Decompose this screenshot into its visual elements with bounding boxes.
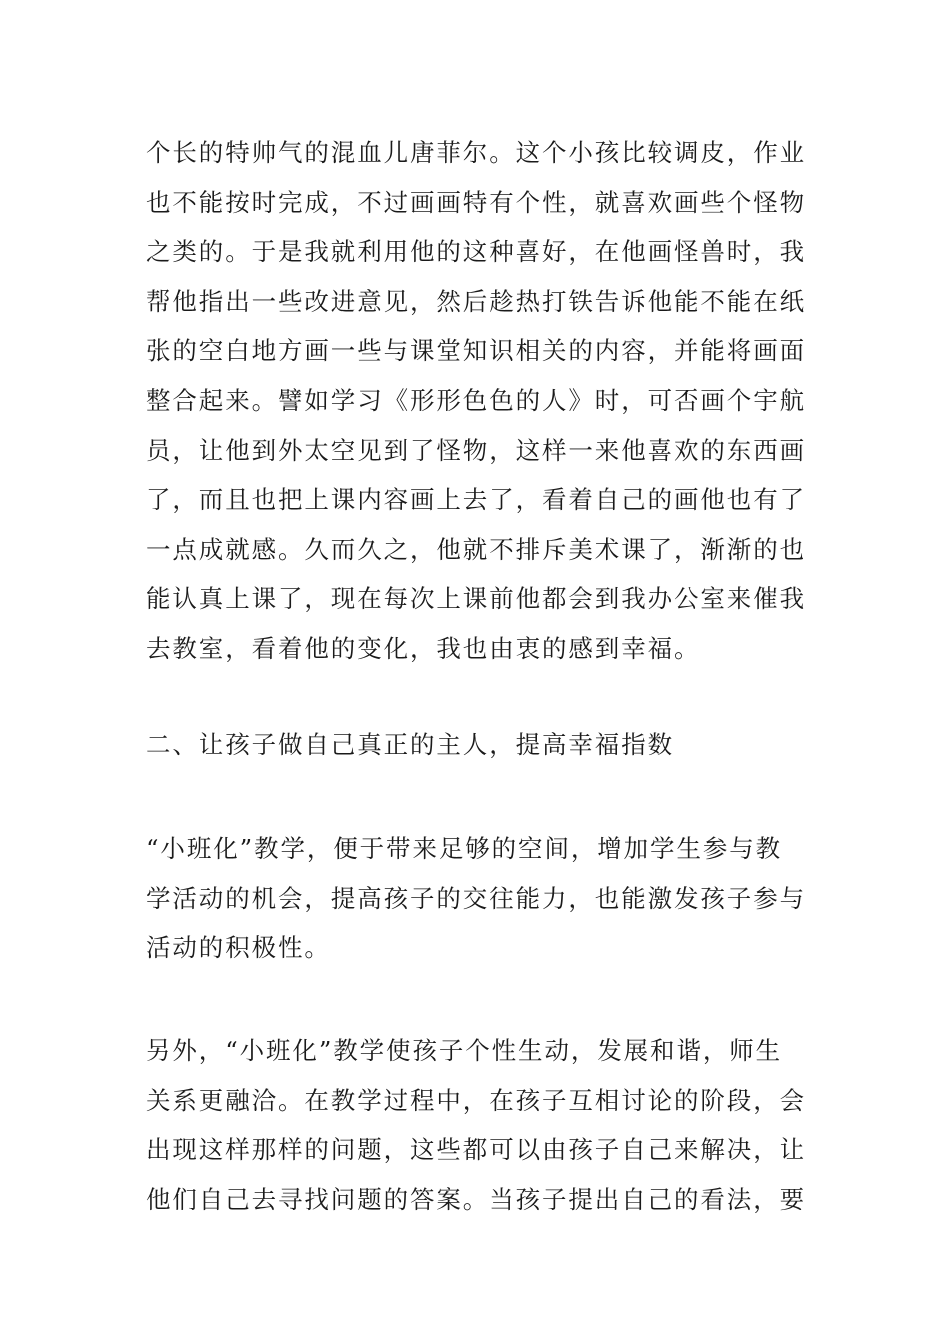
text-line: 张的空白地方画一些与课堂知识相关的内容，并能将画面	[146, 336, 806, 366]
text-line: 他们自己去寻找问题的答案。当孩子提出自己的看法，要	[146, 1184, 806, 1214]
heading-text: 二、让孩子做自己真正的主人，提高幸福指数	[146, 730, 674, 759]
paragraph-1	[146, 128, 814, 674]
text-line: “小班化”教学，便于带来足够的空间，增加学生参与教	[146, 834, 783, 863]
paragraph-3	[146, 1026, 814, 1224]
text-line: 员，让他到外太空见到了怪物，这样一来他喜欢的东西画	[146, 435, 806, 465]
text-line: 学活动的机会，提高孩子的交往能力，也能激发孩子参与	[146, 883, 806, 913]
section-heading	[146, 720, 814, 770]
text-line: 关系更融洽。在教学过程中，在孩子互相讨论的阶段，会	[146, 1085, 806, 1115]
text-line: 之类的。于是我就利用他的这种喜好，在他画怪兽时，我	[146, 237, 806, 267]
text-line: 一点成就感。久而久之，他就不排斥美术课了，渐渐的也	[146, 534, 806, 564]
text-line: 另外，“小班化”教学使孩子个性生动，发展和谐，师生	[146, 1036, 783, 1065]
text-line: 个长的特帅气的混血儿唐菲尔。这个小孩比较调皮，作业	[146, 138, 806, 167]
text-line: 活动的积极性。	[146, 933, 331, 963]
text-line: 帮他指出一些改进意见，然后趁热打铁告诉他能不能在纸	[146, 286, 806, 316]
text-line: 去教室，看着他的变化，我也由衷的感到幸福。	[146, 633, 701, 663]
text-line: 了，而且也把上课内容画上去了，看着自己的画他也有了	[146, 485, 806, 515]
paragraph-2	[146, 824, 814, 973]
text-line: 能认真上课了，现在每次上课前他都会到我办公室来催我	[146, 584, 806, 614]
text-line: 整合起来。譬如学习《形形色色的人》时，可否画个宇航	[146, 385, 806, 415]
text-line: 出现这样那样的问题，这些都可以由孩子自己来解决，让	[146, 1135, 806, 1165]
text-line: 也不能按时完成，不过画画特有个性，就喜欢画些个怪物	[146, 187, 806, 217]
